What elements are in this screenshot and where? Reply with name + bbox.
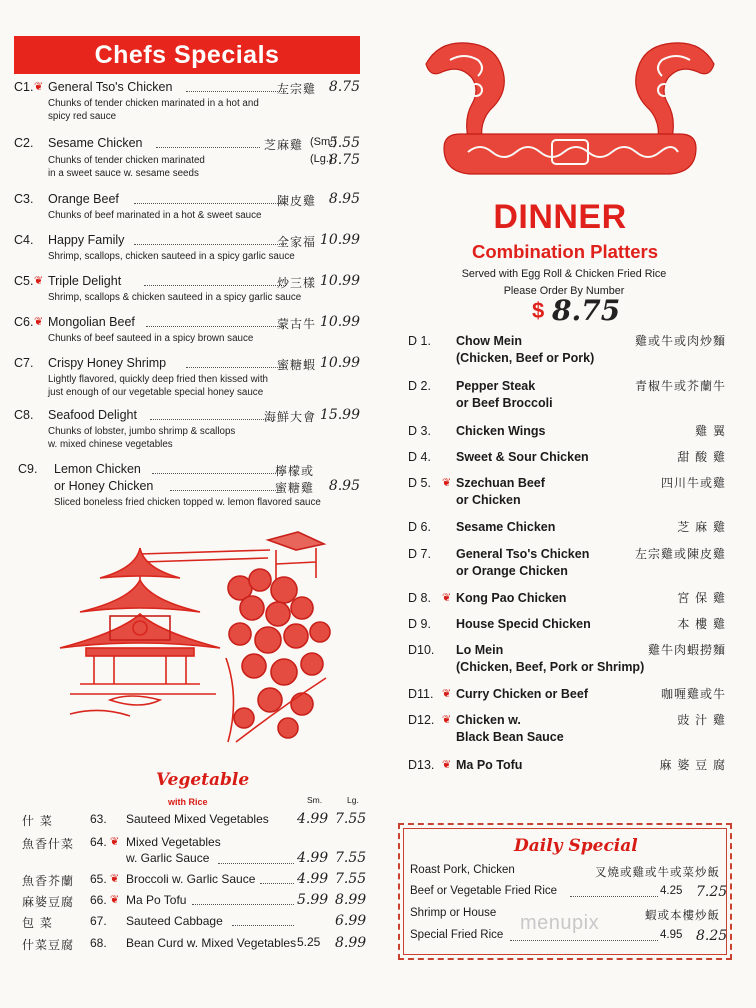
item-name: Sauteed Mixed Vegetables: [126, 812, 269, 826]
item-price-small: 4.95: [660, 929, 683, 941]
item-price-large: 8.25: [696, 928, 728, 944]
item-price-small: 4.99: [297, 811, 329, 827]
item-description: Shrimp, scallops, chicken sauteed in a spicy garlic sauce: [48, 251, 295, 262]
chili-icon: ❦: [442, 714, 452, 726]
item-chinese-name: 雞或牛或肉炒麵: [634, 334, 726, 348]
item-chinese-name: 蝦或本樓炒飯: [645, 908, 720, 922]
chili-icon: ❦: [110, 836, 120, 848]
item-price-large: 8.99: [335, 892, 367, 908]
item-code: 63.: [90, 812, 107, 826]
item-price-large: 7.25: [696, 884, 728, 900]
item-chinese-name: 雞 翼: [695, 424, 726, 438]
item-price-large: 7.55: [335, 811, 367, 827]
item-description: Shrimp, scallops & chicken sauteed in a spicy garlic sauce: [48, 292, 302, 303]
item-chinese-name: 全家福: [276, 235, 316, 249]
item-code: C1.: [14, 80, 34, 94]
dragon-ornament-icon: [420, 34, 720, 184]
chefs-specials-banner: Chefs Specials: [14, 36, 360, 74]
item-name: Szechuan Beef: [456, 476, 545, 490]
item-chinese-name-alt: 蜜糖雞: [274, 481, 314, 495]
item-name: Curry Chicken or Beef: [456, 687, 588, 701]
item-name-alt: or Beef Broccoli: [456, 396, 553, 410]
item-price-large: 7.55: [335, 850, 367, 866]
chili-icon: ❦: [34, 316, 44, 328]
chili-icon: ❦: [442, 688, 452, 700]
chili-icon: ❦: [442, 759, 452, 771]
item-name: Kong Pao Chicken: [456, 591, 567, 605]
item-chinese-name: 芝麻雞: [264, 138, 304, 152]
daily-special-title: Daily Special: [514, 836, 638, 856]
chili-icon: ❦: [34, 81, 44, 93]
item-code: C7.: [14, 356, 34, 370]
item-chinese-name: 炒三樣: [276, 276, 316, 290]
item-code: D13.: [408, 758, 435, 772]
item-chinese-name: 雞牛肉蝦撈麵: [647, 643, 726, 657]
item-code: 68.: [90, 936, 107, 950]
item-code: D 6.: [408, 520, 431, 534]
size-small-label: (Sm.): [310, 136, 337, 148]
item-price-small: 4.25: [660, 885, 683, 897]
item-name: House Specid Chicken: [456, 617, 591, 631]
chili-icon: ❦: [34, 275, 44, 287]
item-price: 10.99: [319, 314, 360, 330]
item-code: 67.: [90, 914, 107, 928]
chili-icon: ❦: [110, 873, 120, 885]
item-price-large: 6.99: [335, 913, 367, 929]
item-name: Chow Mein: [456, 334, 522, 348]
item-price: 8.75: [328, 79, 360, 95]
item-name: General Tso's Chicken: [48, 80, 173, 94]
item-chinese-name: 宮 保 雞: [677, 591, 726, 605]
size-large-label: (Lg.): [310, 153, 333, 165]
currency-symbol: $: [532, 298, 545, 323]
item-description: Lightly flavored, quickly deep fried then kissed with: [48, 374, 269, 385]
item-chinese-name: 左宗雞: [276, 82, 316, 96]
item-code: C8.: [14, 408, 34, 422]
item-chinese-name: 檸檬或: [274, 464, 314, 478]
item-chinese-name: 包 菜: [22, 916, 53, 930]
watermark: menupix: [520, 912, 600, 934]
item-chinese-name: 芝 麻 雞: [677, 520, 726, 534]
vegetable-title: Vegetable: [156, 770, 250, 790]
item-name-alt: Black Bean Sauce: [456, 730, 564, 744]
item-code: D12.: [408, 713, 435, 727]
item-code: D 3.: [408, 424, 431, 438]
item-name: Sweet & Sour Chicken: [456, 450, 589, 464]
item-chinese-name: 左宗雞或陳皮雞: [634, 547, 726, 561]
item-name-alt: (Chicken, Beef, Pork or Shrimp): [456, 660, 645, 674]
item-description: spicy red sauce: [48, 111, 117, 122]
pagoda-illustration: [40, 528, 340, 744]
item-name: Ma Po Tofu: [126, 893, 187, 907]
item-name: Sesame Chicken: [456, 520, 556, 534]
item-chinese-name: 什 菜: [22, 814, 53, 828]
item-name: Shrimp or House: [410, 907, 497, 919]
item-price-small: 5.25: [297, 935, 321, 949]
item-code: D 7.: [408, 547, 431, 561]
combination-platters-subtitle: Combination Platters: [471, 241, 659, 262]
item-code: 66.: [90, 893, 107, 907]
item-price-small: 4.99: [297, 850, 329, 866]
item-description: Chunks of lobster, jumbo shrimp & scallops: [48, 426, 236, 437]
chili-icon: ❦: [442, 477, 452, 489]
item-chinese-name: 海鮮大會: [263, 410, 316, 424]
item-name: Mixed Vegetables: [126, 835, 221, 849]
item-price: 8.95: [328, 478, 360, 494]
item-name: Orange Beef: [48, 192, 119, 206]
item-code: C6.: [14, 315, 34, 329]
item-name-alt: or Chicken: [456, 493, 521, 507]
item-name: Seafood Delight: [48, 408, 137, 422]
item-price: 10.99: [319, 273, 360, 289]
dinner-price: 8.75: [552, 294, 621, 327]
item-name: Lemon Chicken: [54, 462, 141, 476]
item-name: Sauteed Cabbage: [126, 914, 223, 928]
item-name: General Tso's Chicken: [456, 547, 590, 561]
item-code: 65.: [90, 872, 107, 886]
item-name: Pepper Steak: [456, 379, 536, 393]
dinner-title: DINNER: [493, 198, 627, 236]
item-description: in a sweet sauce w. sesame seeds: [48, 168, 199, 179]
item-code: D10.: [408, 643, 435, 657]
item-code: D11.: [408, 687, 434, 701]
vegetable-subtitle: with Rice: [168, 797, 208, 807]
item-code: C9.: [18, 462, 38, 476]
item-description: Chunks of tender chicken marinated in a hot and: [48, 98, 259, 109]
item-price-large: 7.55: [335, 871, 367, 887]
item-chinese-name: 甜 酸 雞: [677, 450, 726, 464]
item-chinese-name: 蒙古牛: [276, 317, 316, 331]
item-name: Sesame Chicken: [48, 136, 143, 150]
served-with-note: Served with Egg Roll & Chicken Fried Rice: [461, 268, 667, 280]
item-code: C2.: [14, 136, 34, 150]
item-code: 64.: [90, 835, 107, 849]
item-name: Triple Delight: [48, 274, 122, 288]
item-price-small: 4.99: [297, 871, 329, 887]
item-chinese-name: 叉燒或雞或牛或菜炒飯: [595, 865, 720, 879]
order-by-number-note: Please Order By Number: [503, 285, 625, 297]
item-name: Happy Family: [48, 233, 125, 247]
size-small-header: Sm.: [307, 795, 323, 805]
item-code: D 4.: [408, 450, 431, 464]
item-chinese-name: 四川牛或雞: [660, 476, 726, 490]
item-name: Broccoli w. Garlic Sauce: [126, 872, 256, 886]
item-name: Crispy Honey Shrimp: [48, 356, 167, 370]
item-description: Sliced boneless fried chicken topped w. lemon flavored sauce: [54, 497, 321, 508]
item-code: C3.: [14, 192, 34, 206]
item-chinese-name: 麻 婆 豆 腐: [659, 758, 726, 772]
item-chinese-name: 什菜豆腐: [22, 938, 75, 952]
item-chinese-name: 魚香什菜: [22, 837, 75, 851]
item-code: C5.: [14, 274, 34, 288]
item-name: Mongolian Beef: [48, 315, 135, 329]
item-description: w. mixed chinese vegetables: [48, 439, 173, 450]
item-price: 15.99: [319, 407, 360, 423]
item-price: 10.99: [319, 232, 360, 248]
item-description: Chunks of beef sauteed in a spicy brown sauce: [48, 333, 254, 344]
item-code: D 5.: [408, 476, 431, 490]
item-name: Bean Curd w. Mixed Vegetables: [126, 936, 297, 950]
item-chinese-name: 魚香芥蘭: [22, 874, 75, 888]
item-code: C4.: [14, 233, 34, 247]
item-name: Ma Po Tofu: [456, 758, 523, 772]
item-chinese-name: 咖喱雞或牛: [660, 687, 726, 701]
item-chinese-name: 麻婆豆腐: [22, 895, 75, 909]
item-name: Lo Mein: [456, 643, 504, 657]
item-code: D 9.: [408, 617, 431, 631]
item-name: Chicken Wings: [456, 424, 546, 438]
item-name: Roast Pork, Chicken: [410, 864, 515, 876]
item-chinese-name: 本 樓 雞: [677, 617, 726, 631]
item-chinese-name: 豉 汁 雞: [677, 713, 726, 727]
item-name-alt: or Honey Chicken: [54, 479, 154, 493]
chili-icon: ❦: [110, 894, 120, 906]
item-name: Beef or Vegetable Fried Rice: [410, 885, 558, 897]
item-code: D 8.: [408, 591, 431, 605]
item-chinese-name: 陳皮雞: [276, 194, 316, 208]
size-large-header: Lg.: [347, 795, 359, 805]
item-name-alt: w. Garlic Sauce: [126, 851, 210, 865]
item-name-alt: (Chicken, Beef or Pork): [456, 351, 595, 365]
item-price: 10.99: [319, 355, 360, 371]
item-price: 8.95: [328, 191, 360, 207]
chili-icon: ❦: [442, 592, 452, 604]
item-chinese-name: 青椒牛或芥蘭牛: [634, 379, 726, 393]
item-price-small: 5.55: [328, 135, 360, 151]
item-code: D 1.: [408, 334, 431, 348]
item-description: just enough of our vegetable special honey sauce: [48, 387, 264, 398]
item-code: D 2.: [408, 379, 431, 393]
item-description: Chunks of tender chicken marinated: [48, 155, 205, 166]
item-description: Chunks of beef marinated in a hot & sweet sauce: [48, 210, 262, 221]
item-name-alt: or Orange Chicken: [456, 564, 568, 578]
item-price-small: 5.99: [297, 892, 329, 908]
item-name: Special Fried Rice: [410, 929, 504, 941]
item-name: Chicken w.: [456, 713, 521, 727]
item-chinese-name: 蜜糖蝦: [276, 358, 316, 372]
item-price-large: 8.75: [328, 152, 360, 168]
item-price-large: 8.99: [335, 935, 367, 951]
